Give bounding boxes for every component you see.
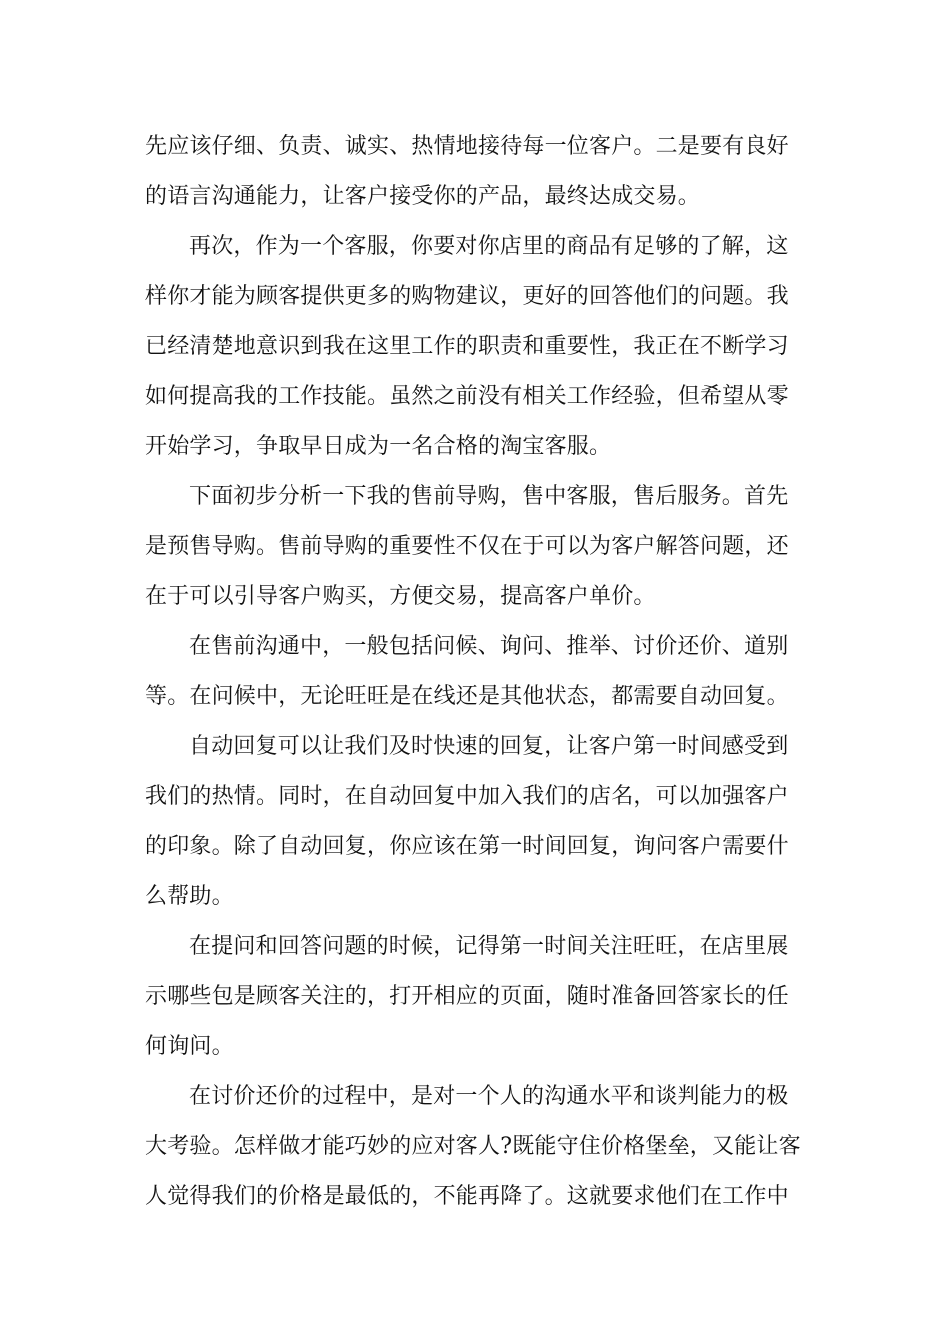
text-line: 再次，作为一个客服，你要对你店里的商品有足够的了解，这 — [189, 234, 789, 259]
text-line: 在提问和回答问题的时候，记得第一时间关注旺旺，在店里展 — [189, 934, 789, 959]
text-line: 人觉得我们的价格是最低的，不能再降了。这就要求他们在工作中 — [145, 1184, 789, 1209]
text-line: 已经清楚地意识到我在这里工作的职责和重要性，我正在不断学习 — [145, 334, 789, 359]
text-line: 在于可以引导客户购买，方便交易，提高客户单价。 — [145, 584, 656, 609]
paragraph — [145, 122, 805, 222]
text-line: 自动回复可以让我们及时快速的回复，让客户第一时间感受到 — [189, 734, 789, 759]
text-line: 开始学习，争取早日成为一名合格的淘宝客服。 — [145, 434, 612, 459]
text-line: 先应该仔细、负责、诚实、热情地接待每一位客户。二是要有良好 — [145, 134, 789, 159]
document-body — [145, 122, 805, 1222]
paragraph — [145, 222, 805, 472]
paragraph — [145, 922, 805, 1072]
paragraph — [145, 722, 805, 922]
text-line: 何询问。 — [145, 1034, 234, 1059]
paragraph — [145, 472, 805, 622]
text-line: 的语言沟通能力，让客户接受你的产品，最终达成交易。 — [145, 184, 701, 209]
paragraph — [145, 1072, 805, 1222]
text-line: 如何提高我的工作技能。虽然之前没有相关工作经验，但希望从零 — [145, 384, 789, 409]
text-line: 的印象。除了自动回复，你应该在第一时间回复，询问客户需要什 — [145, 834, 789, 859]
paragraph — [145, 622, 805, 722]
text-line: 样你才能为顾客提供更多的购物建议，更好的回答他们的问题。我 — [145, 284, 789, 309]
text-line: 等。在问候中，无论旺旺是在线还是其他状态，都需要自动回复。 — [145, 684, 789, 709]
text-line: 大考验。怎样做才能巧妙的应对客人?既能守住价格堡垒，又能让客 — [145, 1134, 801, 1159]
text-line: 在讨价还价的过程中，是对一个人的沟通水平和谈判能力的极 — [189, 1084, 789, 1109]
text-line: 下面初步分析一下我的售前导购，售中客服，售后服务。首先 — [189, 484, 789, 509]
text-line: 示哪些包是顾客关注的，打开相应的页面，随时准备回答家长的任 — [145, 984, 789, 1009]
text-line: 我们的热情。同时，在自动回复中加入我们的店名，可以加强客户 — [145, 784, 789, 809]
text-line: 么帮助。 — [145, 884, 234, 909]
text-line: 在售前沟通中，一般包括问候、询问、推举、讨价还价、道别 — [189, 634, 789, 659]
text-line: 是预售导购。售前导购的重要性不仅在于可以为客户解答问题，还 — [145, 534, 789, 559]
